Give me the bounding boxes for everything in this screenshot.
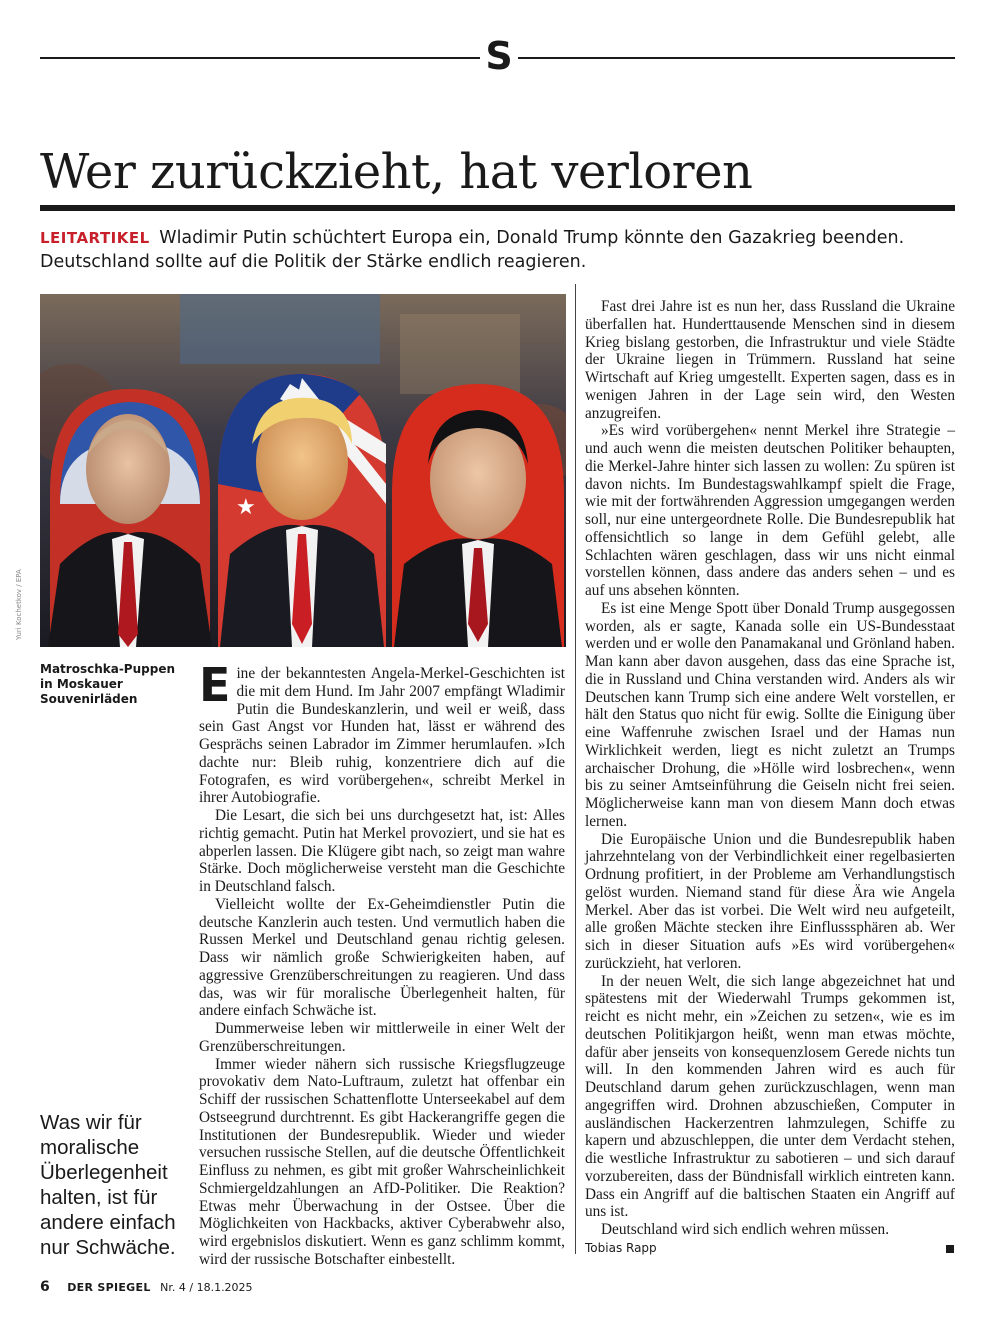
top-rule-left xyxy=(40,57,480,59)
headline: Wer zurückzieht, hat verloren xyxy=(40,144,753,200)
paragraph: Die Lesart, die sich bei uns durchgesetzt hat, ist: Alles richtig gemacht. Putin hat Merkel provoziert, und sie hat es abperlen lassen. Die Klügere gibt nach, so zeigt man wahre Stärke. Doch möglicherweise versteht man die Geschichte in Deutschland falsch. xyxy=(199,807,565,895)
paragraph: Deutschland wird sich endlich wehren müssen. xyxy=(601,1221,890,1238)
page-number: 6 xyxy=(40,1279,50,1295)
paragraph: In der neuen Welt, die sich lange abgezeichnet hat und spätestens mit der Wiederwahl Trumps gekommen ist, reicht es nicht mehr, ein »Zeichen zu setzen«, wie es im deutschen Politikjargon heißt, wenn man etwas möchte, dafür aber jenseits von konsequenzlosem Gerede nichts tun will. In den kommenden Jahren wird es auch für Deutschland darum gehen zurückzuschlagen, wenn man angegriffen wird. Drohnen abzuschießen, Computer in ausländischen Hackerzentren lahmzulegen, Schiffe zu kapern und abzuschleppen, die unter dem Verdacht stehen, die westliche Infrastruktur zu sabotieren – und sich darauf vorzubereiten, dass der Bündnisfall wirklich eintreten kann. Dass ein Angriff auf die baltischen Staaten ein Angriff auf uns ist. xyxy=(585,972,955,1221)
drop-cap: E xyxy=(199,658,231,712)
svg-text:★: ★ xyxy=(236,495,256,520)
column-divider xyxy=(575,284,576,1254)
matryoshka-photo xyxy=(40,294,566,647)
byline: Tobias Rapp xyxy=(585,1241,657,1255)
end-mark xyxy=(946,1245,954,1253)
paragraph: Es ist eine Menge Spott über Donald Trump ausgegossen worden, als er sagte, Kanada solle ein US-Bundesstaat werden und er wolle den Panamakanal und Grönland haben. Man kann aber davon ausgehen, dass das eine Sprache ist, die in Russland und China verstanden wird. Anders als wir Deutschen kann Trump sich eine andere Welt vorstellen, er hält den Status quo nicht für ewig. Sollte die Einigung über eine Waffenruhe zwischen Israel und der Hamas nun Wirklichkeit werden, liegt es nicht zuletzt an Trumps archaischer Drohung, die »Hölle wird losbrechen«, wenn bis zu seiner Amtseinführung die Geiseln nicht frei seien. Möglicherweise kann man von diesem Mann doch etwas lernen. xyxy=(585,599,955,830)
paragraph: Vielleicht wollte der Ex-Geheimdienstler Putin die deutsche Kanzlerin auch testen. Und vermutlich haben die Russen Merkel und Deutschland genau richtig gelesen. Dass wir nämlich große Schwierigkeiten haben, auf aggressive Grenzüberschreitungen zu reagieren. Und dass das, was wir für moralische Überlegenheit halten, für andere einfach Schwäche ist. xyxy=(199,895,565,1020)
lead-text: Wladimir Putin schüchtert Europa ein, Donald Trump könnte den Gazakrieg beenden. Deutschland sollte auf die Politik der Stärke endlich reagieren. xyxy=(40,228,905,272)
article-column-1 xyxy=(199,658,565,1269)
kicker: LEITARTIKEL xyxy=(40,229,150,247)
lead xyxy=(40,226,955,274)
photo-credit: Yuri Kochetkov / EPA xyxy=(15,569,23,640)
matryoshka-illustration xyxy=(40,294,566,647)
paragraph xyxy=(199,658,565,807)
paragraph-text: ine der bekanntesten Angela-Merkel-Geschichten ist die mit dem Hund. Im Jahr 2007 empfängt Wladimir Putin die Bundeskanzlerin, und weil er weiß, dass sein Gast Angst vor Hunden hat, lässt er während des Gesprächs seinen Labrador im Zimmer herumlaufen. »Ich dachte nur: Bleib ruhig, konzentriere dich auf die Fotografen, es wird vorübergehen«, schreibt Merkel in ihrer Autobiografie. xyxy=(199,665,565,807)
paragraph: Dummerweise leben wir mittlerweile in einer Welt der Grenzüberschreitungen. xyxy=(199,1020,565,1055)
paragraph: Fast drei Jahre ist es nun her, dass Russland die Ukraine überfallen hat. Hunderttausende Menschen sind in diesem Krieg bislang gestorben, die Infrastruktur und viele Städte der Ukraine liegen in Trümmern. Russland hat seine Wirtschaft auf Krieg umgestellt. Experten sagen, dass es in wenigen Jahren in der Lage sein wird, den Westen anzugreifen. xyxy=(585,298,955,422)
issue-info: Nr. 4 / 18.1.2025 xyxy=(160,1281,253,1294)
magazine-name: DER SPIEGEL xyxy=(67,1281,151,1294)
paragraph: Die Europäische Union und die Bundesrepublik haben jahrzehntelang von der Verbindlichkeit einer regelbasierten Ordnung profitiert, in der Probleme am Verhandlungstisch gelöst wurden. Niemand stand für diese Ära wie Angela Merkel. Aber das ist vorbei. Die Welt wird neu aufgeteilt, alle großen Mächte stecken ihre Einflusssphären ab. Wer sich in dieser Situation aufs »Es wird vorübergehen« zurückzieht, hat verloren. xyxy=(585,830,955,972)
photo-caption: Matroschka-Puppen in Moskauer Souvenirläden xyxy=(40,662,175,706)
article-column-2 xyxy=(585,298,955,1239)
paragraph: »Es wird vorübergehen« nennt Merkel ihre Strategie – und auch wenn die meisten deutschen Politiker behaupten, die Merkel-Jahre hinter sich lassen zu wollen: Zu spüren ist davon nichts. Im Bundestagswahlkampf spielt die Frage, wie mit der fortwährenden Aggression umgegangen werden soll, nur eine untergeordnete Rolle. Die Bundesrepublik hat offensichtlich so lange in dem Gefühl gelebt, alle Schlachten wären geschlagen, dass wir uns nicht einmal vorstellen können, dass andere das anders sehen – und es auf uns absehen könnten. xyxy=(585,422,955,599)
paragraph: Immer wieder nähern sich russische Kriegsflugzeuge provokativ dem Nato-Luftraum, zuletzt hat offenbar ein Schiff der russischen Schattenflotte Unterseekabel auf dem Ostseegrund durchtrennt. Es gibt Hackerangriffe gegen die Institutionen der Bundesrepublik. Wieder und wieder versuchen russische Stellen, auf die deutsche Öffentlichkeit Einfluss zu nehmen, es gibt mit großer Wahrscheinlichkeit Schmiergeldzahlungen an AfD-Politiker. Die Reaktion? Etwas mehr Überwachung in der Ostsee. Über die Möglichkeiten von Hackbacks, aktiver Cyberabwehr also, wird ergebnislos diskutiert. Wenn es ganz schlimm kommt, wird der russische Botschafter einbestellt. xyxy=(199,1055,565,1268)
page-footer xyxy=(40,1279,253,1295)
spiegel-logo: S xyxy=(485,34,513,78)
pull-quote: Was wir für moralische Überlegenheit halten, ist für andere einfach nur Schwäche. xyxy=(40,1111,176,1259)
top-rule-right xyxy=(518,57,955,59)
headline-rule xyxy=(40,205,955,211)
